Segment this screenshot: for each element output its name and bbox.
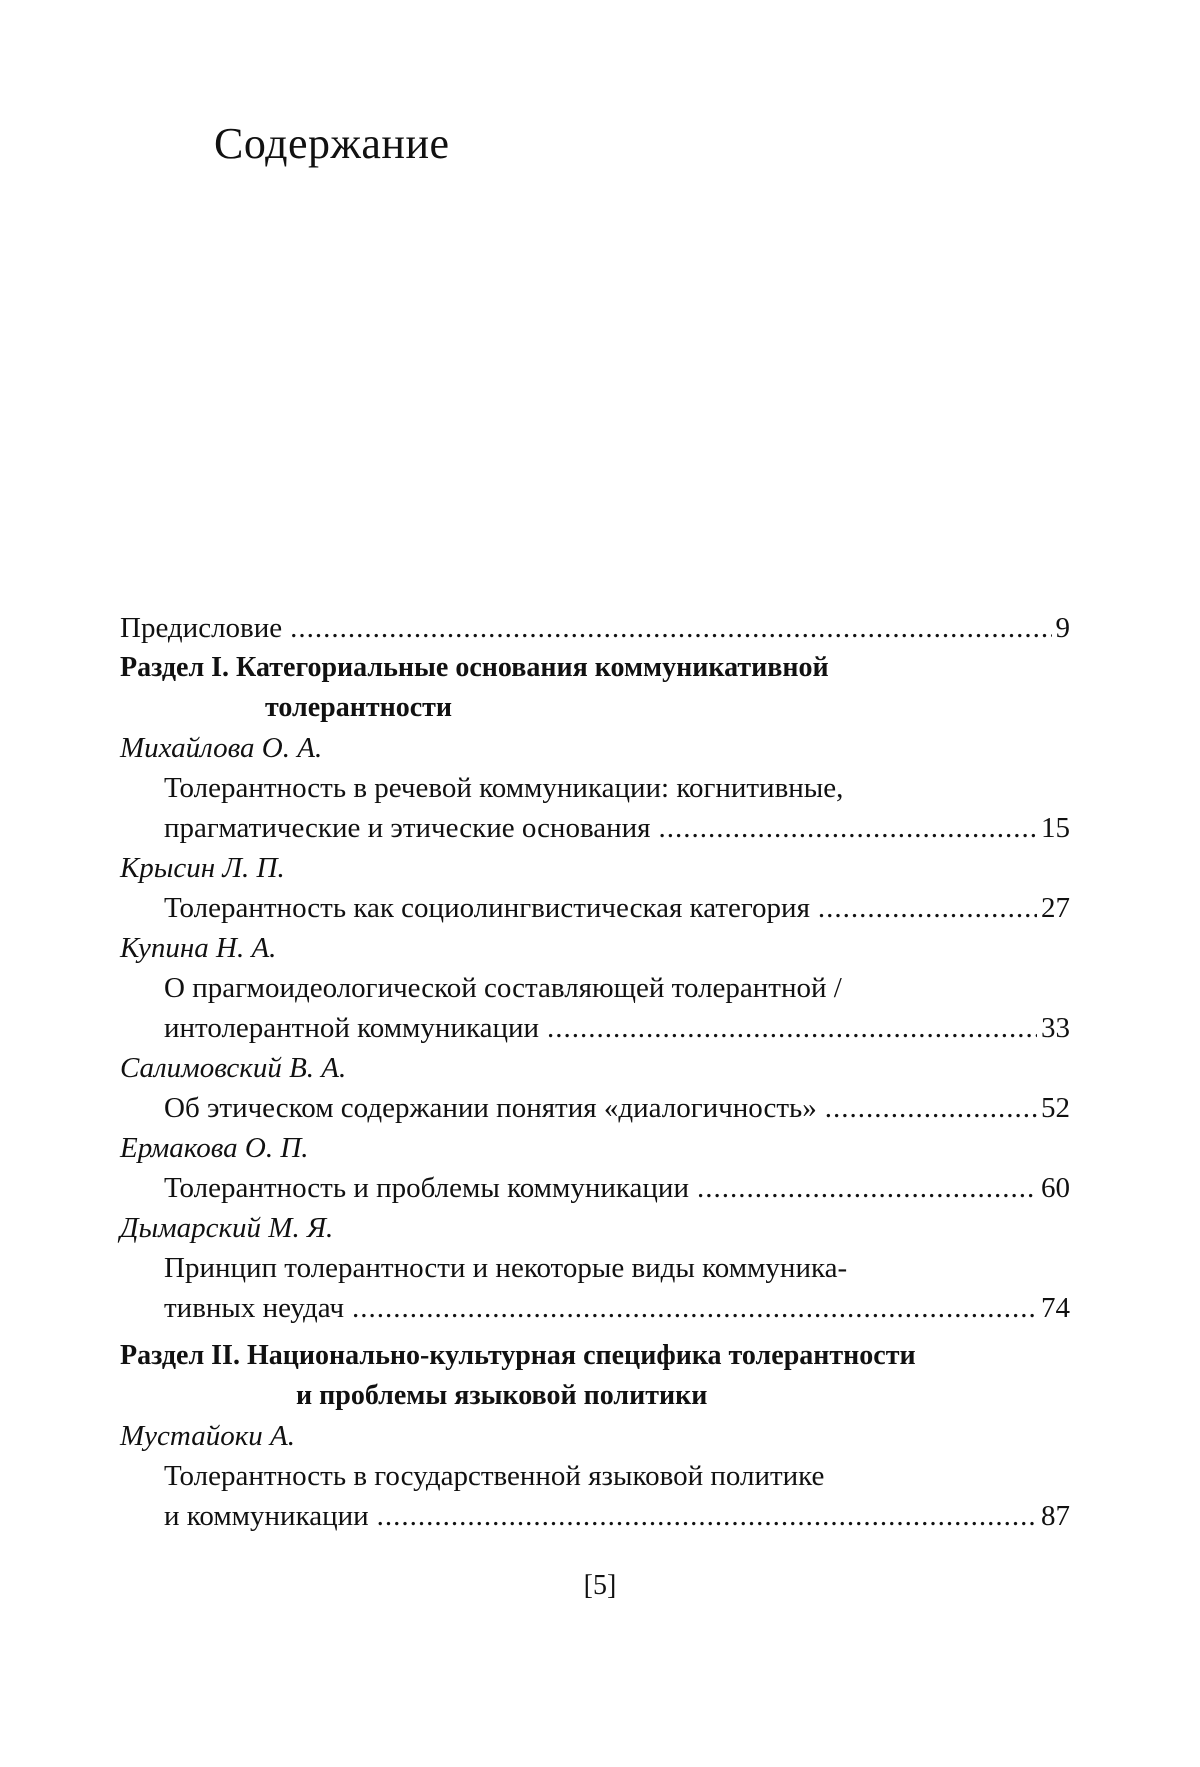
toc-author [120,728,1070,768]
toc-entry [120,1088,1070,1128]
toc-entry-title: Принцип толерантности и некоторые виды коммуника- [164,1252,848,1284]
toc-entry-title-line [120,1248,1070,1288]
toc-entry-title: Толерантность в государственной языковой политике [164,1460,825,1492]
dot-leader [659,808,1037,848]
dot-leader [290,608,1051,648]
author-name: Михайлова О. А. [120,732,323,764]
section-heading-line: Раздел II. Национально-культурная специфика толерантности [120,1340,916,1371]
toc-page-number: 60 [1041,1172,1070,1204]
toc-entry [120,1288,1070,1328]
dot-leader [825,1088,1037,1128]
toc-page-number: 9 [1055,612,1070,644]
toc-entry [120,1496,1070,1536]
toc-page-number: 15 [1041,812,1070,844]
toc-entry [120,808,1070,848]
toc-page-number: 27 [1041,892,1070,924]
section-heading-1 [120,648,1070,688]
toc-page-number: 87 [1041,1500,1070,1532]
toc-entry [120,1008,1070,1048]
toc-author [120,1128,1070,1168]
toc-entry-title-line [120,1456,1070,1496]
author-name: Дымарский М. Я. [120,1212,334,1244]
page-title: Содержание [214,119,450,168]
toc-entry [120,1168,1070,1208]
toc-author [120,1048,1070,1088]
toc-entry-title: интолерантной коммуникации [164,1012,540,1044]
toc-author [120,1416,1070,1456]
toc-entry-title: Об этическом содержании понятия «диалогичность» [164,1092,817,1124]
toc-entry-title: О прагмоидеологической составляющей толерантной / [164,972,842,1004]
toc-entry [120,888,1070,928]
toc-author [120,928,1070,968]
toc-entry-preface [120,608,1070,648]
toc-entry-title: Предисловие [120,612,283,644]
section-heading-1-cont [120,688,1070,728]
section-heading-2-cont [120,1376,1070,1416]
dot-leader [697,1168,1037,1208]
dot-leader [352,1288,1037,1328]
section-heading-2 [120,1336,1070,1376]
author-name: Салимовский В. А. [120,1052,347,1084]
toc-author [120,848,1070,888]
toc-page-number: 52 [1041,1092,1070,1124]
section-heading-line: и проблемы языковой политики [296,1380,708,1411]
author-name: Мустайоки А. [120,1420,295,1452]
toc-entry-title: прагматические и этические основания [164,812,651,844]
page-number: [5] [583,1570,617,1601]
toc-author [120,1208,1070,1248]
toc-entry-title: и коммуникации [164,1500,369,1532]
toc-entry-title: тивных неудач [164,1292,345,1324]
dot-leader [377,1496,1037,1536]
author-name: Крысин Л. П. [120,852,285,884]
toc-entry-title: Толерантность как социолингвистическая категория [164,892,810,924]
table-of-contents [120,608,1070,1536]
author-name: Ермакова О. П. [120,1132,309,1164]
toc-entry-title: Толерантность в речевой коммуникации: когнитивные, [164,772,844,804]
dot-leader [818,888,1037,928]
author-name: Купина Н. А. [120,932,277,964]
toc-entry-title-line [120,768,1070,808]
toc-entry-title: Толерантность и проблемы коммуникации [164,1172,689,1204]
section-heading-line: толерантности [265,692,453,723]
toc-entry-title-line [120,968,1070,1008]
toc-page-number: 74 [1041,1292,1070,1324]
dot-leader [547,1008,1037,1048]
toc-page-number: 33 [1041,1012,1070,1044]
section-heading-line: Раздел I. Категориальные основания коммуникативной [120,652,829,683]
